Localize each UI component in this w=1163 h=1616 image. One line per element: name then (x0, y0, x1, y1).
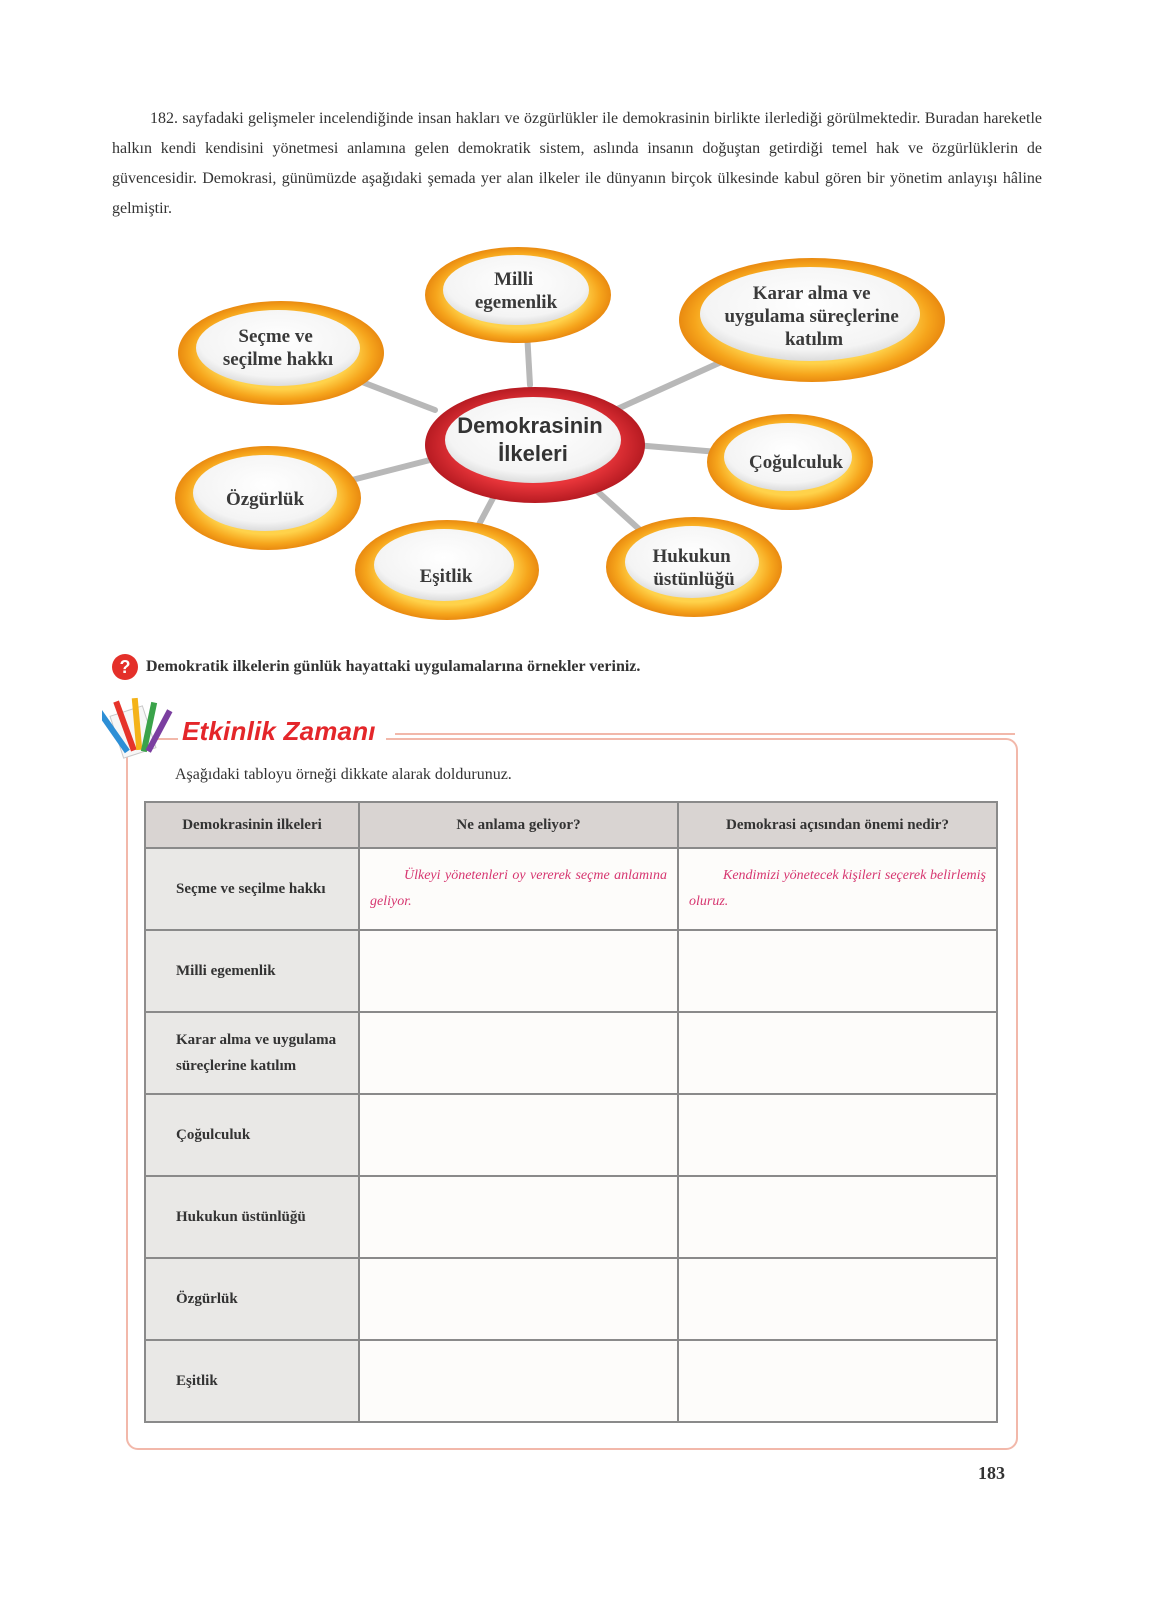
node-label: Seçme ve seçilme hakkı (222, 326, 334, 370)
table-row (145, 1012, 997, 1094)
node-secme-secilme (178, 301, 384, 405)
page-number: 183 (978, 1463, 1005, 1483)
principle-cell: Çoğulculuk (145, 1094, 359, 1176)
question-text: Demokratik ilkelerin günlük hayattaki uygulamalarına örnekler veriniz. (146, 658, 641, 675)
column-header: Demokrasinin ilkeleri (145, 802, 359, 848)
meaning-cell: Ülkeyi yönetenleri oy vererek seçme anlamına geliyor. (359, 848, 678, 930)
question-prompt (112, 654, 640, 680)
meaning-cell[interactable] (359, 1176, 678, 1258)
table-header-row (145, 802, 997, 848)
node-label: Karar alma ve uygulama süreçlerine katılım (724, 283, 899, 350)
principle-cell: Karar alma ve uygulama süreçlerine katılım (145, 1012, 359, 1094)
node-label: Özgürlük (225, 489, 305, 510)
node-hukukun-ustunlugu (606, 517, 782, 617)
intro-paragraph: 182. sayfadaki gelişmeler incelendiğinde insan hakları ve özgürlükler ile demokrasinin birlikte ilerlediği görülmektedir. Buradan hareketle halkın kendi kendisini yönetmesi anlamına gelen demokratik sistem, aslında insanın doğuştan getirdiği temel hak ve özgürlüklerin de güvencesidir. Demokrasi, günümüzde aşağıdaki şemada yer alan ilkeler ile dünyanın birçok ülkesinde kabul gören bir yönetim anlayışı hâline gelmiştir. (112, 110, 1042, 217)
principle-cell: Eşitlik (145, 1340, 359, 1422)
table-row (145, 1176, 997, 1258)
table-row (145, 848, 997, 930)
node-label: Çoğulculuk (749, 452, 843, 473)
connector-ozgurluk (352, 460, 430, 480)
connector-cogulculuk (635, 445, 718, 452)
table-row (145, 1340, 997, 1422)
importance-cell[interactable] (678, 1012, 997, 1094)
activity-header (102, 696, 386, 766)
importance-cell[interactable] (678, 1340, 997, 1422)
node-cogulculuk (707, 414, 873, 510)
activity-header-divider (395, 733, 1015, 735)
table-row (145, 1094, 997, 1176)
meaning-cell[interactable] (359, 1340, 678, 1422)
principle-cell: Seçme ve seçilme hakkı (145, 848, 359, 930)
node-label: Hukukun üstünlüğü (652, 546, 735, 590)
connector-karar-alma (615, 358, 730, 410)
column-header: Ne anlama geliyor? (359, 802, 678, 848)
node-ozgurluk (175, 446, 361, 550)
center-node (425, 387, 645, 503)
meaning-cell[interactable] (359, 1258, 678, 1340)
activity-instruction: Aşağıdaki tabloyu örneği dikkate alarak doldurunuz. (175, 766, 512, 783)
node-label: Eşitlik (419, 566, 473, 587)
question-mark-icon: ? (112, 654, 138, 680)
pencils-icon (102, 696, 178, 766)
principle-cell: Hukukun üstünlüğü (145, 1176, 359, 1258)
node-milli-egemenlik (425, 247, 611, 343)
node-label: Milli egemenlik (474, 269, 558, 313)
importance-cell[interactable] (678, 1176, 997, 1258)
principle-cell: Milli egemenlik (145, 930, 359, 1012)
importance-cell[interactable] (678, 1258, 997, 1340)
importance-cell: Kendimizi yönetecek kişileri seçerek belirlemiş oluruz. (678, 848, 997, 930)
democracy-principles-diagram (0, 240, 1163, 640)
node-karar-alma (679, 258, 945, 382)
column-header: Demokrasi açısından önemi nedir? (678, 802, 997, 848)
meaning-cell[interactable] (359, 1012, 678, 1094)
importance-cell[interactable] (678, 930, 997, 1012)
connector-secme (362, 382, 435, 410)
meaning-cell[interactable] (359, 1094, 678, 1176)
center-label: Demokrasinin İlkeleri (457, 413, 603, 466)
importance-cell[interactable] (678, 1094, 997, 1176)
meaning-cell[interactable] (359, 930, 678, 1012)
principle-cell: Özgürlük (145, 1258, 359, 1340)
table-row (145, 1258, 997, 1340)
activity-title: Etkinlik Zamanı (178, 716, 386, 747)
table-row (145, 930, 997, 1012)
principles-table (144, 801, 998, 1423)
node-esitlik (355, 520, 539, 620)
